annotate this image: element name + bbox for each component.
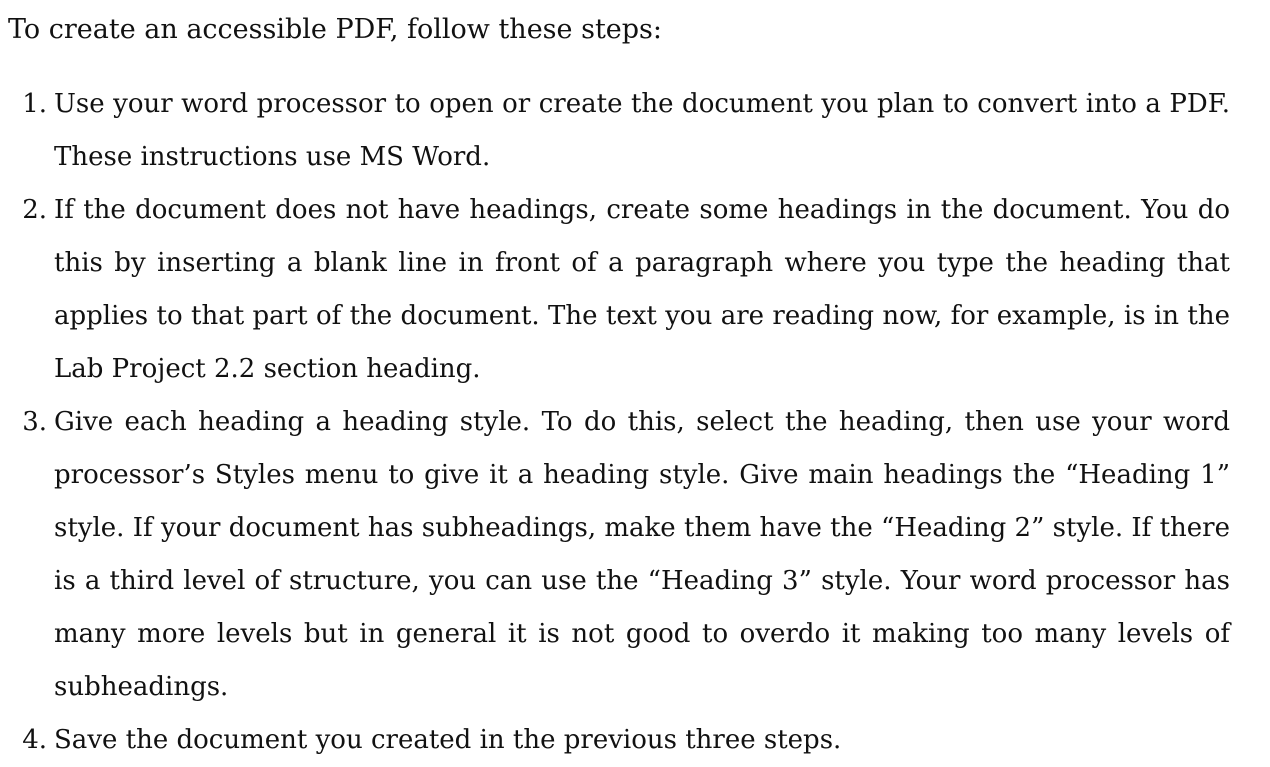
step-number: 1. xyxy=(22,89,47,119)
step-text: If the document does not have headings, create some headings in the document. You do this by inserting a blank line in front of a paragraph where you type the heading that applies to that part of the document. The text you are reading now, for example, is in the Lab Project 2.2 section heading. xyxy=(54,195,1230,384)
step-item xyxy=(0,78,1270,184)
step-number: 2. xyxy=(22,195,47,225)
step-text: Save the document you created in the previous three steps. xyxy=(54,725,842,755)
step-number: 3. xyxy=(22,407,47,437)
step-number: 4. xyxy=(22,725,47,755)
step-text: Give each heading a heading style. To do this, select the heading, then use your word processor’s Styles menu to give it a heading style. Give main headings the “Heading 1” style. If your document has subheadings, make them have the “Heading 2” style. If there is a third level of structure, you can use the “Heading 3” style. Your word processor has many more levels but in general it is not good to overdo it making too many levels of subheadings. xyxy=(54,407,1230,702)
intro-paragraph: To create an accessible PDF, follow these steps: xyxy=(8,14,663,45)
step-item xyxy=(0,184,1270,396)
steps-list xyxy=(0,78,1270,767)
step-item xyxy=(0,714,1270,767)
step-text: Use your word processor to open or create the document you plan to convert into a PDF. These instructions use MS Word. xyxy=(54,89,1230,172)
step-item xyxy=(0,396,1270,714)
